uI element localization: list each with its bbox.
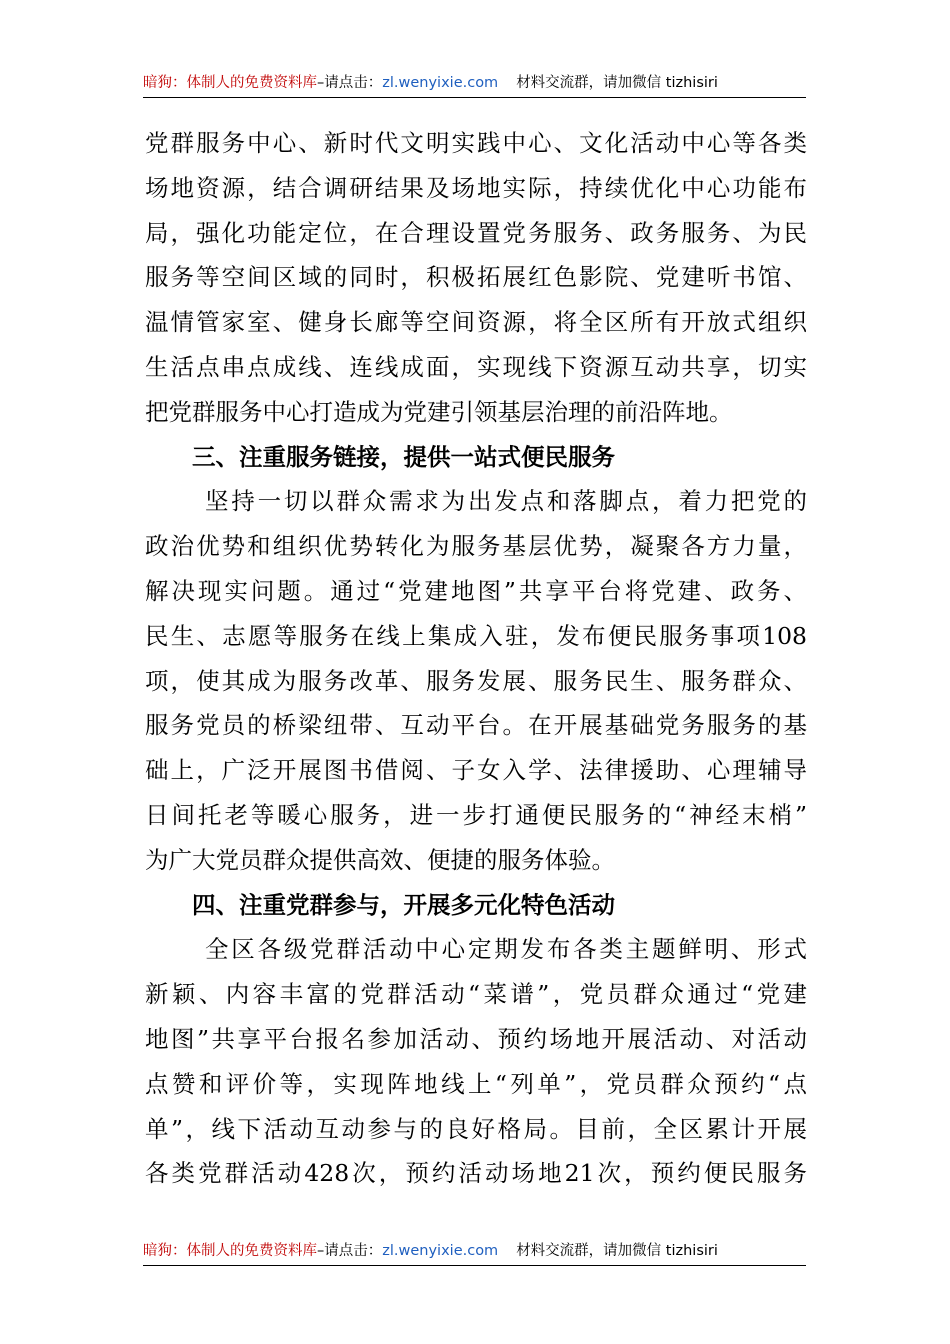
paragraph-line: 日间托老等暖心服务，进一步打通便民服务的“神经末梢” [145, 800, 807, 829]
paragraph-line: 温情管家室、健身长廊等空间资源，将全区所有开放式组织 [145, 308, 807, 337]
header-brand: 暗狗：体制人的免费资料库 [143, 75, 317, 91]
header-rule [143, 97, 806, 98]
paragraph-line: 地图”共享平台报名参加活动、预约场地开展活动、对活动 [145, 1024, 807, 1053]
paragraph-line: 民生、志愿等服务在线上集成入驻，发布便民服务事项108 [145, 621, 807, 650]
paragraph-line: 项，使其成为服务改革、服务发展、服务民生、服务群众、 [145, 666, 807, 695]
footer-rule [143, 1265, 806, 1266]
paragraph-line: 单”，线下活动互动参与的良好格局。目前，全区累计开展 [145, 1114, 807, 1143]
footer-sep: –请点击： [317, 1243, 383, 1259]
paragraph-line: 生活点串点成线、连线成面，实现线下资源互动共享，切实 [145, 352, 807, 381]
page-footer [143, 1236, 806, 1266]
footer-link[interactable]: zl.wenyixie.com [382, 1243, 499, 1259]
section-heading-3: 三、注重服务链接，提供一站式便民服务 [192, 442, 615, 471]
paragraph-line: 各类党群活动428次，预约活动场地21次，预约便民服务 [145, 1159, 807, 1188]
paragraph-line: 局，强化功能定位，在合理设置党务服务、政务服务、为民 [145, 218, 807, 247]
paragraph-line: 新颖、内容丰富的党群活动“菜谱”，党员群众通过“党建 [145, 980, 807, 1009]
paragraph-line: 为广大党员群众提供高效、便捷的服务体验。 [145, 845, 615, 874]
paragraph-line: 场地资源，结合调研结果及场地实际，持续优化中心功能布 [145, 173, 807, 202]
paragraph-line: 党群服务中心、新时代文明实践中心、文化活动中心等各类 [145, 129, 807, 157]
footer-contact: 材料交流群，请加微信 tizhisiri [516, 1243, 718, 1259]
document-body [145, 121, 807, 1196]
header-link[interactable]: zl.wenyixie.com [382, 75, 499, 91]
paragraph-line: 全区各级党群活动中心定期发布各类主题鲜明、形式 [205, 935, 807, 964]
header-contact: 材料交流群，请加微信 tizhisiri [516, 75, 718, 91]
paragraph-line: 坚持一切以群众需求为出发点和落脚点，着力把党的 [205, 487, 807, 516]
paragraph-line: 把党群服务中心打造成为党建引领基层治理的前沿阵地。 [145, 397, 733, 426]
paragraph-line: 服务党员的桥梁纽带、互动平台。在开展基础党务服务的基 [145, 711, 807, 740]
section-heading-4: 四、注重党群参与，开展多元化特色活动 [192, 890, 615, 919]
header-sep: –请点击： [317, 75, 383, 91]
paragraph-line: 解决现实问题。通过“党建地图”共享平台将党建、政务、 [145, 576, 807, 605]
paragraph-line: 服务等空间区域的同时，积极拓展红色影院、党建听书馆、 [145, 263, 807, 292]
footer-brand: 暗狗：体制人的免费资料库 [143, 1243, 317, 1259]
paragraph-line: 点赞和评价等，实现阵地线上“列单”，党员群众预约“点 [145, 1069, 807, 1098]
page-header [143, 68, 806, 98]
paragraph-line: 础上，广泛开展图书借阅、子女入学、法律援助、心理辅导 [145, 756, 807, 785]
paragraph-line: 政治优势和组织优势转化为服务基层优势，凝聚各方力量， [145, 532, 807, 561]
